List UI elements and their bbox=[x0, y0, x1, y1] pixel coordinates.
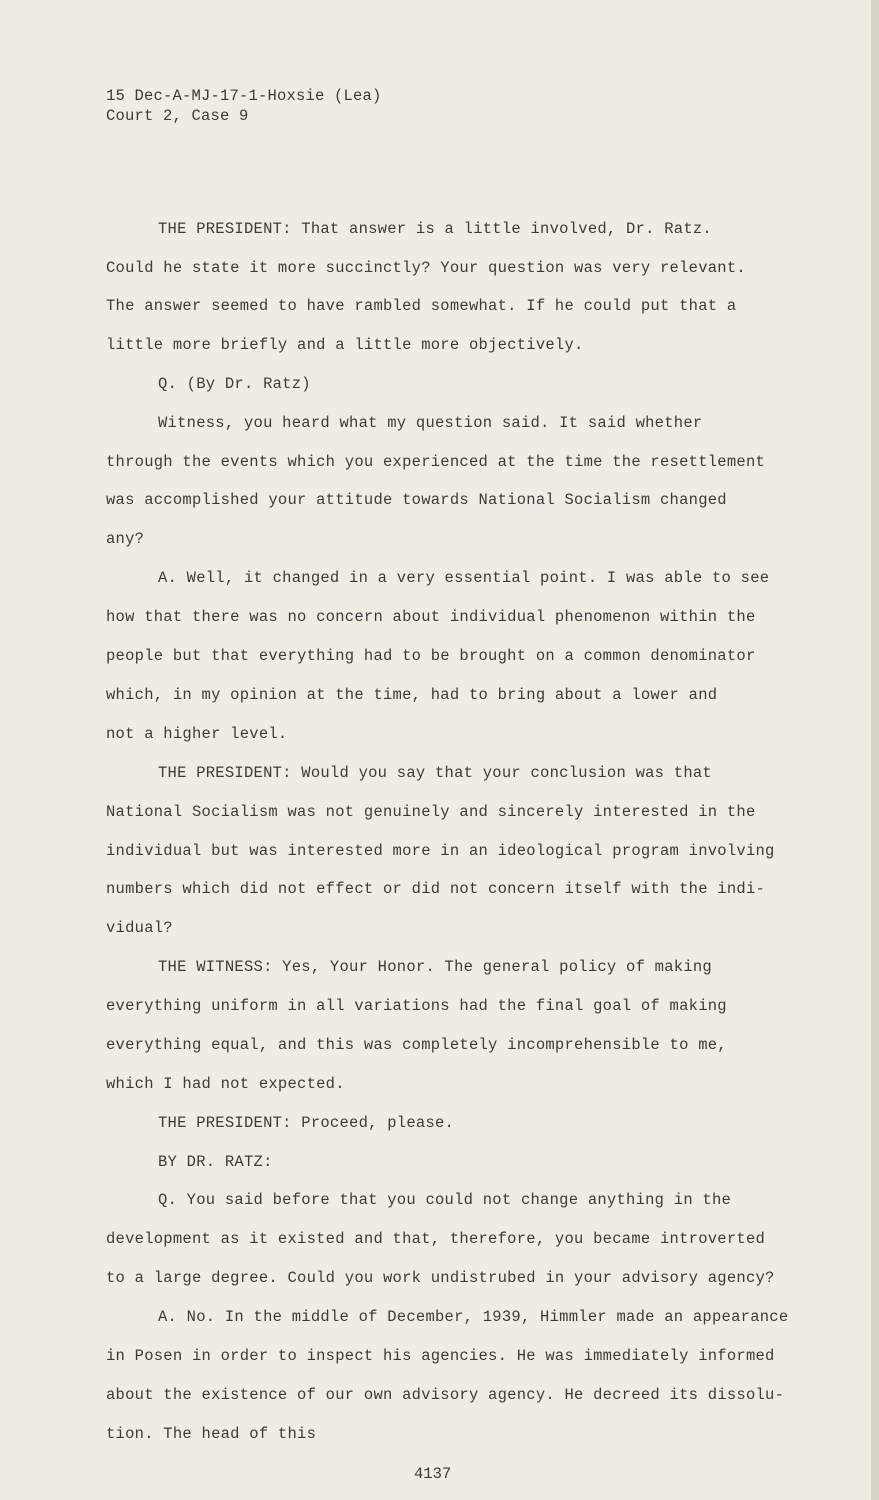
text-line: THE PRESIDENT: That answer is a little involved, Dr. Ratz. bbox=[158, 220, 712, 238]
text-line: which I had not expected. bbox=[106, 1075, 345, 1093]
text-line: little more briefly and a little more objectively. bbox=[106, 336, 584, 354]
text-line: not a higher level. bbox=[106, 725, 288, 743]
text-line: individual but was interested more in an ideological program involving bbox=[106, 842, 775, 860]
text-line: was accomplished your attitude towards National Socialism changed bbox=[106, 491, 727, 509]
court-case-label: Court 2, Case 9 bbox=[106, 107, 249, 125]
page-edge bbox=[871, 0, 879, 1500]
text-line: THE PRESIDENT: Proceed, please. bbox=[158, 1114, 455, 1132]
text-line: about the existence of our own advisory agency. He decreed its dissolu- bbox=[106, 1386, 785, 1404]
document-reference: 15 Dec-A-MJ-17-1-Hoxsie (Lea) bbox=[106, 87, 382, 105]
text-line: A. Well, it changed in a very essential point. I was able to see bbox=[158, 569, 770, 587]
document-header bbox=[106, 86, 382, 126]
text-line: development as it existed and that, therefore, you became introverted bbox=[106, 1230, 766, 1248]
text-line: everything equal, and this was completely incomprehensible to me, bbox=[106, 1036, 727, 1054]
text-line: any? bbox=[106, 530, 145, 548]
text-line: tion. The head of this bbox=[106, 1425, 317, 1443]
text-line: Q. You said before that you could not change anything in the bbox=[158, 1191, 732, 1209]
text-line: which, in my opinion at the time, had to bring about a lower and bbox=[106, 686, 718, 704]
text-line: National Socialism was not genuinely and sincerely interested in the bbox=[106, 803, 756, 821]
text-line: to a large degree. Could you work undistrubed in your advisory agency? bbox=[106, 1269, 775, 1287]
text-line: Witness, you heard what my question said. It said whether bbox=[158, 414, 703, 432]
text-line: through the events which you experienced at the time the resettlement bbox=[106, 453, 766, 471]
text-line: how that there was no concern about individual phenomenon within the bbox=[106, 608, 756, 626]
text-line: vidual? bbox=[106, 919, 173, 937]
text-line: Q. (By Dr. Ratz) bbox=[158, 375, 311, 393]
page-number: 4137 bbox=[414, 1465, 452, 1483]
text-line: numbers which did not effect or did not concern itself with the indi- bbox=[106, 880, 766, 898]
text-line: The answer seemed to have rambled somewhat. If he could put that a bbox=[106, 297, 737, 315]
text-line: Could he state it more succinctly? Your question was very relevant. bbox=[106, 259, 746, 277]
text-line: people but that everything had to be brought on a common denominator bbox=[106, 647, 756, 665]
text-line: everything uniform in all variations had the final goal of making bbox=[106, 997, 727, 1015]
text-line: in Posen in order to inspect his agencies. He was immediately informed bbox=[106, 1347, 775, 1365]
text-line: THE PRESIDENT: Would you say that your conclusion was that bbox=[158, 764, 712, 782]
text-line: BY DR. RATZ: bbox=[158, 1153, 273, 1171]
text-line: THE WITNESS: Yes, Your Honor. The general policy of making bbox=[158, 958, 712, 976]
text-line: A. No. In the middle of December, 1939, Himmler made an appearance bbox=[158, 1308, 789, 1326]
